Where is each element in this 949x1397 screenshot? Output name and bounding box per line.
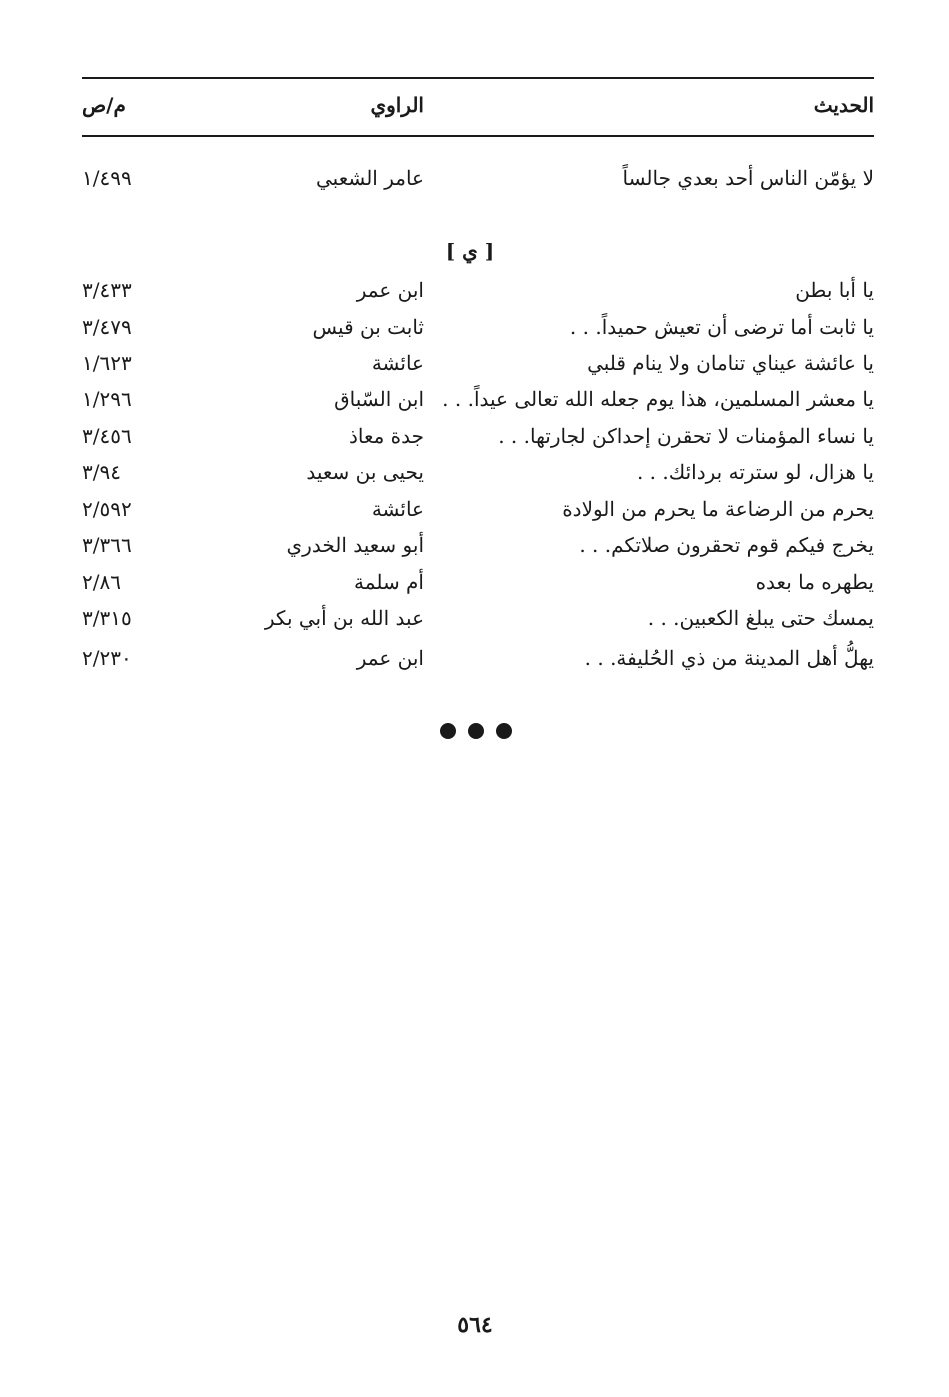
rawi-name: عبد الله بن أبي بكر xyxy=(264,606,424,630)
table-row xyxy=(82,382,874,416)
table-row xyxy=(82,601,874,635)
volume-page-ref: ٣/٩٤ xyxy=(82,460,121,484)
volume-page-ref: ٣/٣٦٦ xyxy=(82,533,132,557)
table-row xyxy=(82,310,874,344)
rawi-name: جدة معاذ xyxy=(348,424,424,448)
rawi-name: أم سلمة xyxy=(354,570,424,594)
rawi-name: ثابت بن قيس xyxy=(312,315,424,339)
hadith-text: يا أبا بطن xyxy=(795,278,874,302)
table-row xyxy=(82,565,874,599)
header-ref: م/ص xyxy=(82,93,126,117)
table-row xyxy=(82,492,874,526)
rawi-name: أبو سعيد الخدري xyxy=(286,533,424,557)
hadith-text: يا هزال، لو سترته بردائك. . . xyxy=(636,460,874,484)
table-row xyxy=(82,641,874,675)
header-rawi: الراوي xyxy=(370,93,424,117)
table-header xyxy=(82,88,874,122)
rawi-name: ابن عمر xyxy=(356,278,424,302)
hadith-text: يخرج فيكم قوم تحقرون صلاتكم. . . xyxy=(579,533,874,557)
rawi-name: عائشة xyxy=(371,351,424,375)
top-rule xyxy=(82,77,874,79)
hadith-text: يا ثابت أما ترضى أن تعيش حميداً. . . xyxy=(569,315,874,339)
volume-page-ref: ١/٦٢٣ xyxy=(82,351,132,375)
volume-page-ref: ٣/٣١٥ xyxy=(82,606,132,630)
table-row xyxy=(82,161,874,195)
table-row xyxy=(82,273,874,307)
rawi-name: عامر الشعبي xyxy=(316,166,424,190)
volume-page-ref: ١/٢٩٦ xyxy=(82,387,132,411)
section-letter-heading: [ ي ] xyxy=(445,239,495,263)
volume-page-ref: ٣/٤٥٦ xyxy=(82,424,132,448)
rawi-name: يحيى بن سعيد xyxy=(306,460,424,484)
hadith-text: لا يؤمّن الناس أحد بعدي جالساً xyxy=(622,166,874,190)
hadith-text: يا عائشة عيناي تنامان ولا ينام قلبي xyxy=(587,351,874,375)
hadith-text: يهلُّ أهل المدينة من ذي الحُليفة. . . xyxy=(584,646,874,670)
table-row xyxy=(82,455,874,489)
volume-page-ref: ٢/٥٩٢ xyxy=(82,497,132,521)
rawi-name: ابن عمر xyxy=(356,646,424,670)
ornament-dot xyxy=(468,723,484,739)
ornament-dot xyxy=(440,723,456,739)
hadith-text: يمسك حتى يبلغ الكعبين. . . xyxy=(647,606,874,630)
section-end-ornament xyxy=(440,723,512,741)
hadith-text: يا نساء المؤمنات لا تحقرن إحداكن لجارتها. . . xyxy=(498,424,874,448)
hadith-text: يطهره ما بعده xyxy=(755,570,874,594)
rawi-name: ابن السّباق xyxy=(334,387,424,411)
rawi-name: عائشة xyxy=(371,497,424,521)
header-rule xyxy=(82,135,874,137)
hadith-text: يا معشر المسلمين، هذا يوم جعله الله تعالى عيداً. . . xyxy=(442,387,874,411)
header-hadith: الحديث xyxy=(813,93,874,117)
volume-page-ref: ٢/٢٣٠ xyxy=(82,646,132,670)
volume-page-ref: ٢/٨٦ xyxy=(82,570,121,594)
table-row xyxy=(82,346,874,380)
volume-page-ref: ١/٤٩٩ xyxy=(82,166,132,190)
volume-page-ref: ٣/٤٣٣ xyxy=(82,278,132,302)
table-row xyxy=(82,419,874,453)
hadith-text: يحرم من الرضاعة ما يحرم من الولادة xyxy=(562,497,874,521)
page-number: ٥٦٤ xyxy=(457,1312,493,1338)
volume-page-ref: ٣/٤٧٩ xyxy=(82,315,132,339)
table-row xyxy=(82,528,874,562)
ornament-dot xyxy=(496,723,512,739)
